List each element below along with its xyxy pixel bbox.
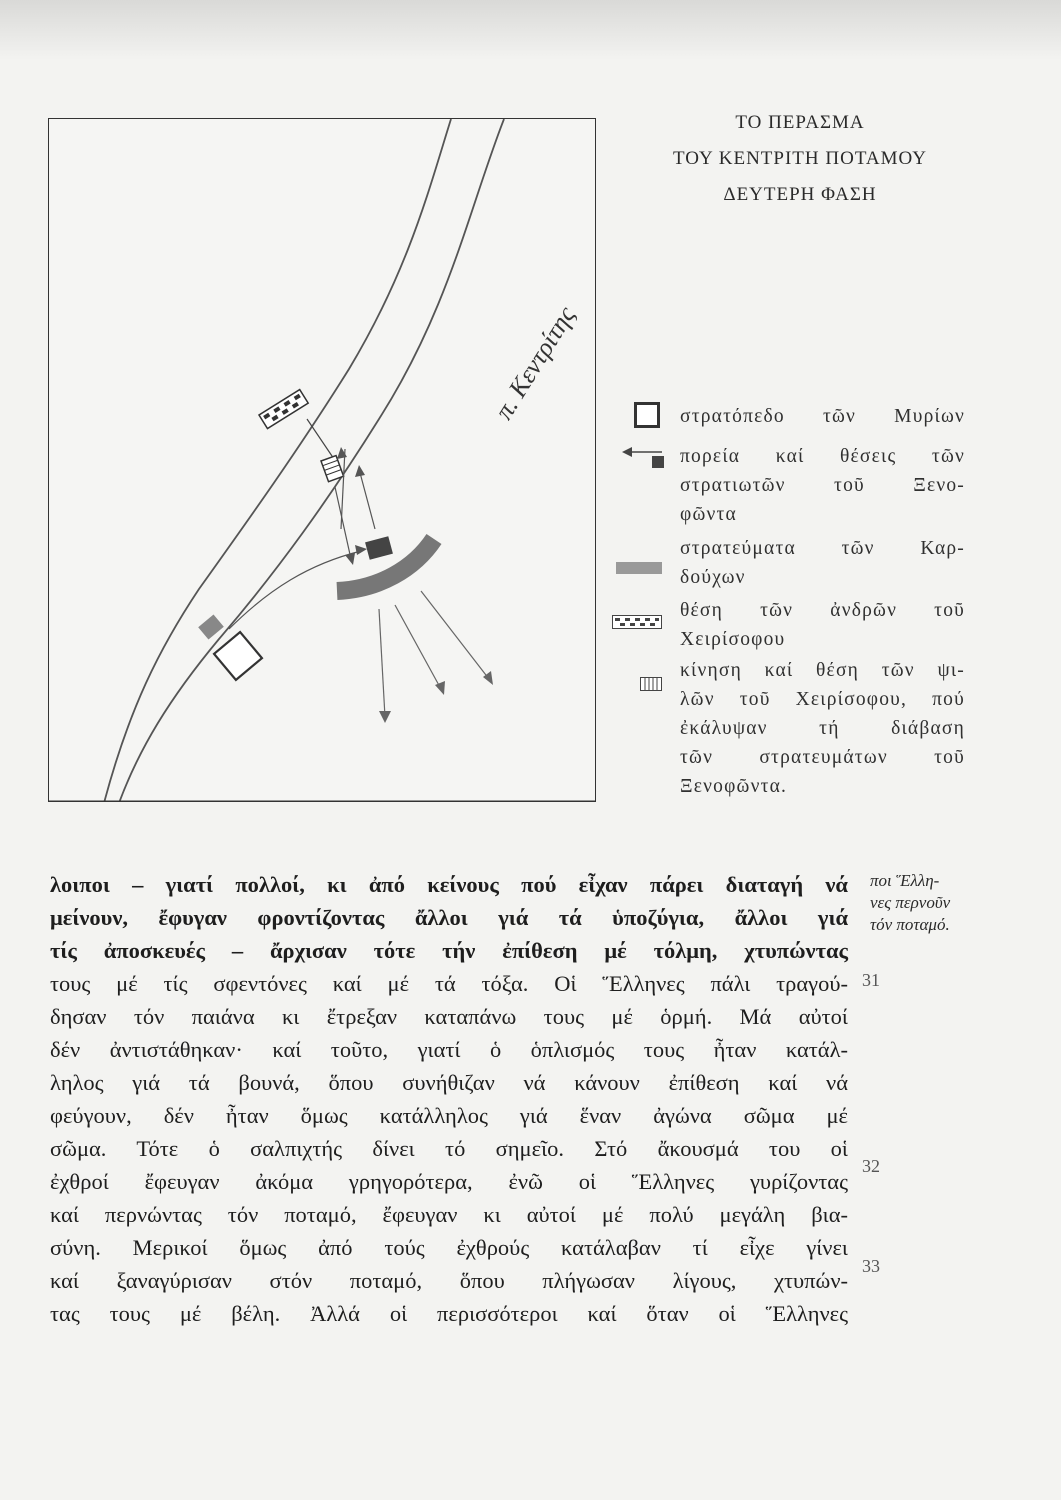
- battle-map: [48, 118, 596, 802]
- text-line: λοιποι – γιατί πολλοί, κι ἀπό κείνους πού εἶχαν πάρει διαταγή νά: [50, 872, 848, 897]
- text-line: δησαν τόν παιάνα κι ἔτρεξαν καταπάνω τους μέ ὁρμή. Μά αὐτοί: [50, 1004, 848, 1029]
- legend-entry-light-troops: [680, 656, 965, 801]
- legend-line: φῶντα: [680, 504, 737, 525]
- text-line: ἐχθροί ἔφευγαν ἀκόμα γρηγορότερα, ἐνῶ οἱ Ἕλληνες γυρίζοντας: [50, 1169, 848, 1194]
- legend-line: τῶν στρατευμάτων τοῦ: [680, 747, 965, 768]
- arrow-block-icon: [620, 438, 664, 468]
- margin-note-line: τόν ποταμό.: [870, 915, 950, 934]
- legend-line: ἐκάλυψαν τή διάβαση: [680, 718, 965, 739]
- page-top-shadow: [0, 0, 1061, 60]
- xenophon-block: [365, 536, 393, 560]
- legend-line: στρατεύματα τῶν Καρ-: [680, 538, 965, 559]
- camp-square: [214, 632, 262, 680]
- light-troops-block: [321, 456, 344, 482]
- text-line: μείνουν, ἔφυγαν φροντίζοντας ἄλλοι γιά τά ὑποζύγια, ἄλλοι γιά: [50, 905, 848, 930]
- text-line: τίς ἀποσκευές – ἄρχισαν τότε τήν ἐπίθεση μέ τόλμη, χτυπώντας: [50, 938, 848, 963]
- text-line: καί ξαναγύρισαν στόν ποταμό, ὅπου πλήγωσαν λίγους, χτυπών-: [50, 1268, 848, 1293]
- verse-number: 32: [862, 1156, 880, 1176]
- legend-line: κίνηση καί θέση τῶν ψι-: [680, 660, 965, 681]
- chirisophus-men-block: [259, 390, 308, 429]
- legend-entry-xenophon: [680, 442, 965, 529]
- legend-line: λῶν τοῦ Χειρίσοφου, πού: [680, 689, 965, 710]
- text-line: σῶμα. Τότε ὁ σαλπιχτής δίνει τό σημεῖο. Στό ἄκουσμά του οἱ: [50, 1136, 848, 1161]
- map-title-line-1: ΤΟ ΠΕΡΑΣΜΑ: [735, 112, 865, 133]
- text-line: φεύγουν, δέν ἦταν ὅμως κατάλληλος γιά ἕναν ἀγώνα σῶμα μέ: [50, 1103, 848, 1128]
- legend-line: θέση τῶν ἀνδρῶν τοῦ: [680, 600, 965, 621]
- legend-line: στρατιωτῶν τοῦ Ξενο-: [680, 475, 965, 496]
- map-title-line-2: ΤΟΥ ΚΕΝΤΡΙΤΗ ΠΟΤΑΜΟΥ: [672, 148, 928, 169]
- checkered-bar-icon: [612, 614, 662, 628]
- square-camp-icon: [634, 402, 660, 428]
- margin-note-line: ποι Ἕλλη-: [870, 871, 940, 890]
- verse-number: 31: [862, 970, 880, 990]
- legend-entry-camp: [680, 402, 965, 431]
- map-drawing: [49, 119, 596, 802]
- river-label: π. Κεντρίτης: [489, 301, 581, 425]
- legend-line: Ξενοφῶντα.: [680, 776, 788, 797]
- text-line: τους μέ τίς σφεντόνες καί μέ τά τόξα. Οἱ Ἕλληνες πάλι τραγού-: [50, 971, 848, 996]
- legend-line: Χειρίσοφου: [680, 629, 786, 650]
- legend-line: δούχων: [680, 567, 746, 588]
- text-line: δέν ἀντιστάθηκαν· καί τοῦτο, γιατί ὁ ὁπλισμός τους ἦταν κατάλ-: [50, 1037, 848, 1062]
- legend-line: πορεία καί θέσεις τῶν: [680, 446, 965, 467]
- text-line: σύνη. Μερικοί ὅμως ἀπό τούς ἐχθρούς κατάλαβαν τί εἶχε γίνει: [50, 1235, 848, 1260]
- legend-entry-chirisophus: [680, 596, 965, 654]
- map-title-line-3: ΔΕΥΤΕΡΗ ΦΑΣΗ: [723, 184, 877, 205]
- margin-note: [870, 870, 1040, 936]
- grey-bar-icon: [616, 562, 662, 574]
- margin-note-line: νες περνοῦν: [870, 893, 951, 912]
- text-line: ληλος γιά τά βουνά, ὅπου συνήθιζαν νά κάνουν ἐπίθεση καί νά: [50, 1070, 848, 1095]
- striped-block-icon: [640, 676, 662, 690]
- river-bank-right: [119, 119, 504, 802]
- text-line: τας τους μέ βέλη. Ἀλλά οἱ περισσότεροι καί ὅταν οἱ Ἕλληνες: [50, 1301, 848, 1326]
- text-line: καί περνώντας τόν ποταμό, ἔφευγαν κι αὐτοί μέ πολύ μεγάλη βια-: [50, 1202, 848, 1227]
- main-text: [50, 868, 848, 1330]
- river-bank-left: [104, 119, 451, 802]
- legend-line: στρατόπεδο τῶν Μυρίων: [680, 406, 965, 427]
- legend-entry-kardouchoi: [680, 534, 965, 592]
- verse-number: 33: [862, 1256, 880, 1276]
